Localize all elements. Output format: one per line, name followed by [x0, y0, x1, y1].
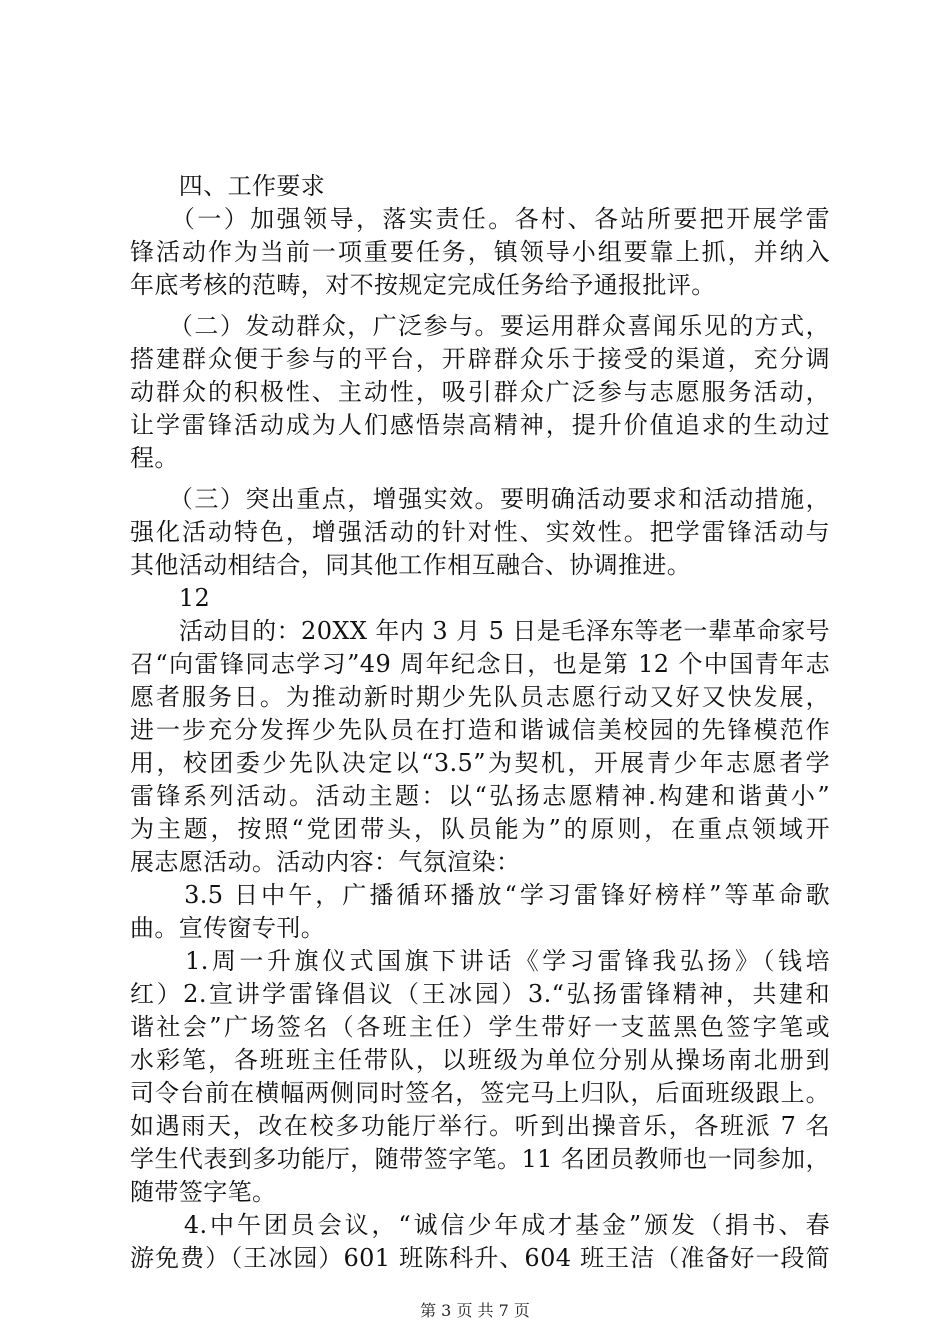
text-line: 愿者服务日。为推动新时期少先队员志愿行动又好又快发展， — [130, 683, 830, 711]
text-line: 司令台前在横幅两侧同时签名，签完马上归队，后面班级跟上。 — [130, 1079, 830, 1107]
text-line: 让学雷锋活动成为人们感悟崇高精神，提升价值追求的生动过 — [130, 411, 830, 439]
text-line: 游免费）（王冰园）601 班陈科升、604 班王洁（准备好一段简 — [130, 1244, 830, 1272]
text-line: 其他活动相结合，同其他工作相互融合、协调推进。 — [130, 551, 692, 579]
text-line: （三）突出重点，增强实效。要明确活动要求和活动措施， — [130, 485, 830, 513]
text-line: 强化活动特色，增强活动的针对性、实效性。把学雷锋活动与 — [130, 518, 830, 546]
text-line: 曲。宣传窗专刊。 — [130, 914, 326, 942]
text-line: 如遇雨天，改在校多功能厅举行。听到出操音乐，各班派 7 名 — [130, 1112, 830, 1140]
text-line: 搭建群众便于参与的平台，开辟群众乐于接受的渠道，充分调 — [130, 345, 830, 373]
text-line: （一）加强领导，落实责任。各村、各站所要把开展学雷 — [130, 205, 830, 233]
section-number: 12 — [130, 584, 211, 612]
text-line: 锋活动作为当前一项重要任务，镇领导小组要靠上抓，并纳入 — [130, 238, 830, 266]
text-line: 为主题，按照“党团带头，队员能为”的原则，在重点领域开 — [130, 815, 830, 843]
document-body — [130, 170, 830, 1275]
text-line: 召“向雷锋同志学习”49 周年纪念日，也是第 12 个中国青年志 — [130, 650, 830, 678]
text-line: 展志愿活动。活动内容：气氛渲染： — [130, 848, 521, 876]
text-line: 红）2.宣讲学雷锋倡议（王冰园）3.“弘扬雷锋精神，共建和 — [130, 980, 830, 1008]
text-line: 动群众的积极性、主动性，吸引群众广泛参与志愿服务活动， — [130, 378, 830, 406]
page-number-footer: 第 3 页 共 7 页 — [420, 1301, 530, 1320]
text-line: 谐社会”广场签名（各班主任）学生带好一支蓝黑色签字笔或 — [130, 1013, 830, 1041]
text-line: 雷锋系列活动。活动主题：以“弘扬志愿精神.构建和谐黄小” — [130, 782, 830, 810]
text-line: 3.5 日中午，广播循环播放“学习雷锋好榜样”等革命歌 — [130, 881, 830, 909]
text-line: （二）发动群众，广泛参与。要运用群众喜闻乐见的方式， — [130, 312, 830, 340]
text-line: 进一步充分发挥少先队员在打造和谐诚信美校园的先锋模范作 — [130, 716, 830, 744]
section-heading: 四、工作要求 — [130, 172, 326, 200]
text-line: 用，校团委少先队决定以“3.5”为契机，开展青少年志愿者学 — [130, 749, 830, 777]
text-line: 1.周一升旗仪式国旗下讲话《学习雷锋我弘扬》（钱培 — [130, 947, 830, 975]
text-line: 水彩笔，各班班主任带队，以班级为单位分别从操场南北册到 — [130, 1046, 830, 1074]
text-line: 年底考核的范畴，对不按规定完成任务给予通报批评。 — [130, 271, 716, 299]
text-line: 学生代表到多功能厅，随带签字笔。11 名团员教师也一同参加， — [130, 1145, 830, 1173]
text-line: 程。 — [130, 444, 179, 472]
text-line: 随带签字笔。 — [130, 1178, 277, 1206]
text-line: 活动目的：20XX 年内 3 月 5 日是毛泽东等老一辈革命家号 — [130, 617, 830, 645]
text-line: 4.中午团员会议，“诚信少年成才基金”颁发（捐书、春 — [130, 1211, 830, 1239]
